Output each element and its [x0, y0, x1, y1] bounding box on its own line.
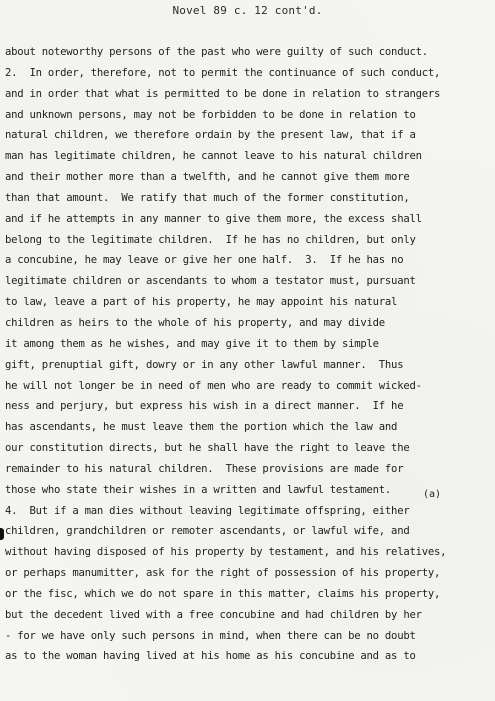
text-line: and their mother more than a twelfth, and he cannot give them more: [5, 171, 410, 184]
text-line: without having disposed of his property by testament, and his relatives,: [5, 546, 447, 559]
text-line: legitimate children or ascendants to whom a testator must, pursuant: [5, 275, 416, 288]
text-line: gift, prenuptial gift, dowry or in any other lawful manner. Thus: [5, 358, 404, 371]
text-line: but the decedent lived with a free concubine and had children by her: [5, 608, 422, 621]
text-line: - for we have only such persons in mind, when there can be no doubt: [5, 629, 416, 642]
text-line: remainder to his natural children. These provisions are made for: [5, 462, 404, 475]
page-header: Novel 89 c. 12 cont'd.: [172, 4, 323, 17]
text-line: children as heirs to the whole of his property, and may divide: [5, 316, 385, 329]
text-line: it among them as he wishes, and may give it to them by simple: [5, 337, 379, 350]
text-line: man has legitimate children, he cannot leave to his natural children: [5, 150, 422, 163]
text-line: those who state their wishes in a written and lawful testament.: [5, 483, 392, 496]
text-line: than that amount. We ratify that much of the former constitution,: [5, 191, 410, 204]
text-line: or perhaps manumitter, ask for the right of possession of his property,: [5, 567, 441, 580]
text-line: and in order that what is permitted to be done in relation to strangers: [5, 87, 441, 100]
text-line: belong to the legitimate children. If he has no children, but only: [5, 233, 416, 246]
text-line: as to the woman having lived at his home as his concubine and as to: [5, 650, 416, 663]
text-line: and unknown persons, may not be forbidden to be done in relation to: [5, 108, 416, 121]
text-line: children, grandchildren or remoter ascendants, or lawful wife, and: [5, 525, 410, 538]
footnote-marker: (a): [423, 489, 442, 500]
text-line: ness and perjury, but express his wish in a direct manner. If he: [5, 400, 404, 413]
text-line: or the fisc, which we do not spare in this matter, claims his property,: [5, 587, 441, 600]
text-line: he will not longer be in need of men who are ready to commit wicked-: [5, 379, 422, 392]
text-line: to law, leave a part of his property, he may appoint his natural: [5, 296, 398, 309]
text-line: natural children, we therefore ordain by the present law, that if a: [5, 129, 416, 142]
document-body: [5, 42, 493, 667]
text-line: about noteworthy persons of the past who were guilty of such conduct.: [5, 46, 428, 58]
text-line: 2. In order, therefore, not to permit the continuance of such conduct,: [5, 66, 441, 79]
margin-mark: [0, 528, 4, 540]
text-line: our constitution directs, but he shall have the right to leave the: [5, 442, 410, 455]
text-line: a concubine, he may leave or give her one half. 3. If he has no: [5, 254, 404, 267]
text-line: and if he attempts in any manner to give them more, the excess shall: [5, 212, 422, 225]
text-line: has ascendants, he must leave them the portion which the law and: [5, 421, 398, 434]
text-line: 4. But if a man dies without leaving legitimate offspring, either: [5, 504, 410, 517]
